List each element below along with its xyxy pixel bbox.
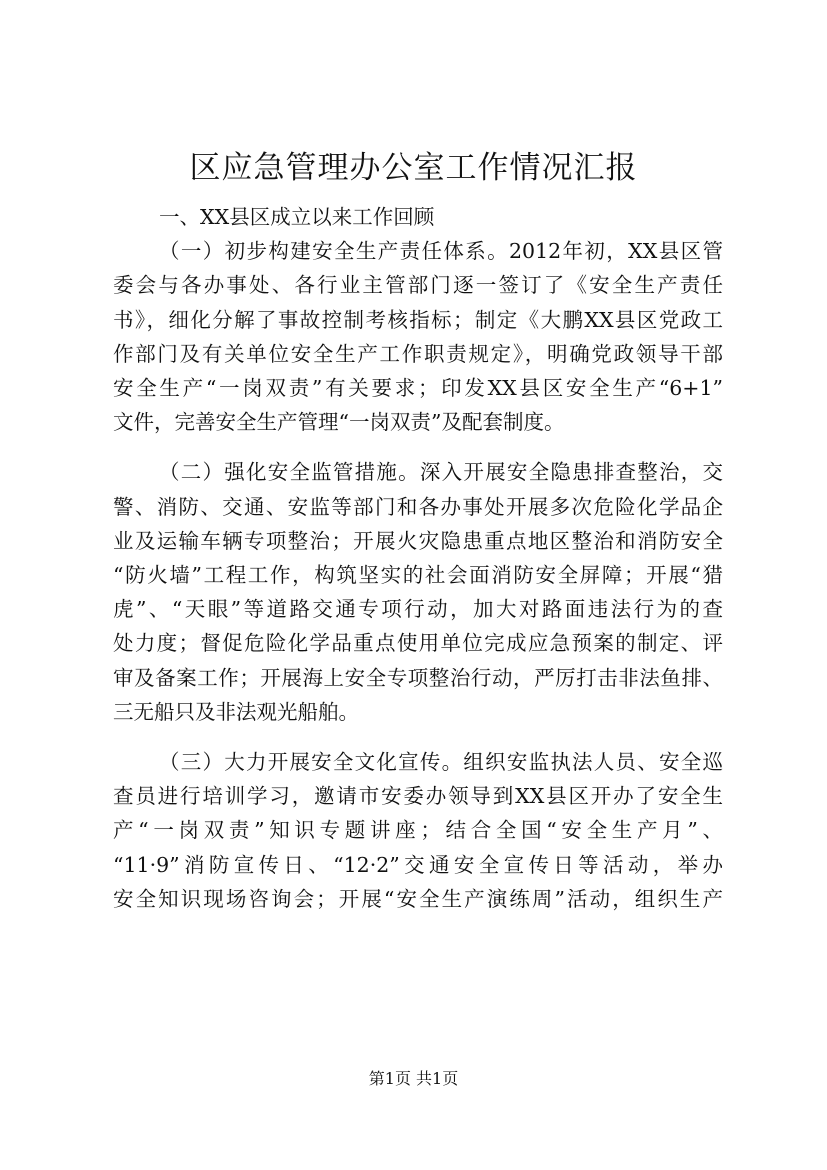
paragraph-2 (113, 455, 723, 729)
paragraph-line: 业及运输车辆专项整治；开展火灾隐患重点地区整治和消防安全 (113, 528, 723, 553)
paragraph-line: 警、消防、交通、安监等部门和各办事处开展多次危险化学品企 (113, 494, 723, 519)
paragraph-line: 虎”、“天眼”等道路交通专项行动，加大对路面违法行为的查 (113, 597, 723, 622)
paragraph-line: 安全生产“一岗双责”有关要求；印发XX县区安全生产“6+1” (113, 376, 723, 401)
paragraph-line: 产“一岗双责”知识专题讲座；结合全国“安全生产月”、 (113, 818, 723, 843)
paragraph-line: （一）初步构建安全生产责任体系。2012年初，XX县区管 (159, 239, 723, 264)
paragraph-line: 三无船只及非法观光船舶。 (113, 699, 359, 724)
paragraph-line: 文件，完善安全生产管理“一岗双责”及配套制度。 (113, 410, 565, 435)
paragraph-line: （三）大力开展安全文化宣传。组织安监执法人员、安全巡 (159, 750, 723, 775)
paragraph-line: （二）强化安全监管措施。深入开展安全隐患排查整治，交 (159, 460, 723, 485)
paragraph-line: 处力度；督促危险化学品重点使用单位完成应急预案的制定、评 (113, 631, 723, 656)
paragraph-line: 作部门及有关单位安全生产工作职责规定》，明确党政领导干部 (113, 341, 723, 366)
paragraph-line: 审及备案工作；开展海上安全专项整治行动，严厉打击非法鱼排、 (113, 665, 723, 690)
paragraph-line: 查员进行培训学习，邀请市安委办领导到XX县区开办了安全生 (113, 784, 723, 809)
paragraph-line: 书》，细化分解了事故控制考核指标；制定《大鹏XX县区党政工 (113, 307, 723, 332)
section-heading: 一、XX县区成立以来工作回顾 (159, 205, 435, 229)
paragraph-line: 委会与各办事处、各行业主管部门逐一签订了《安全生产责任 (113, 273, 723, 298)
document-body (113, 200, 723, 916)
paragraph-line: “11·9”消防宣传日、“12·2”交通安全宣传日等活动，举办 (113, 852, 723, 877)
paragraph-line: “防火墙”工程工作，构筑坚实的社会面消防安全屏障；开展“猎 (113, 563, 723, 588)
document-title: 区应急管理办公室工作情况汇报 (189, 150, 638, 186)
paragraph-line: 安全知识现场咨询会；开展“安全生产演练周”活动，组织生产 (113, 886, 723, 911)
page-number-footer: 第1页 共1页 (368, 1069, 459, 1088)
paragraph-1 (113, 234, 723, 439)
paragraph-3 (113, 745, 723, 916)
